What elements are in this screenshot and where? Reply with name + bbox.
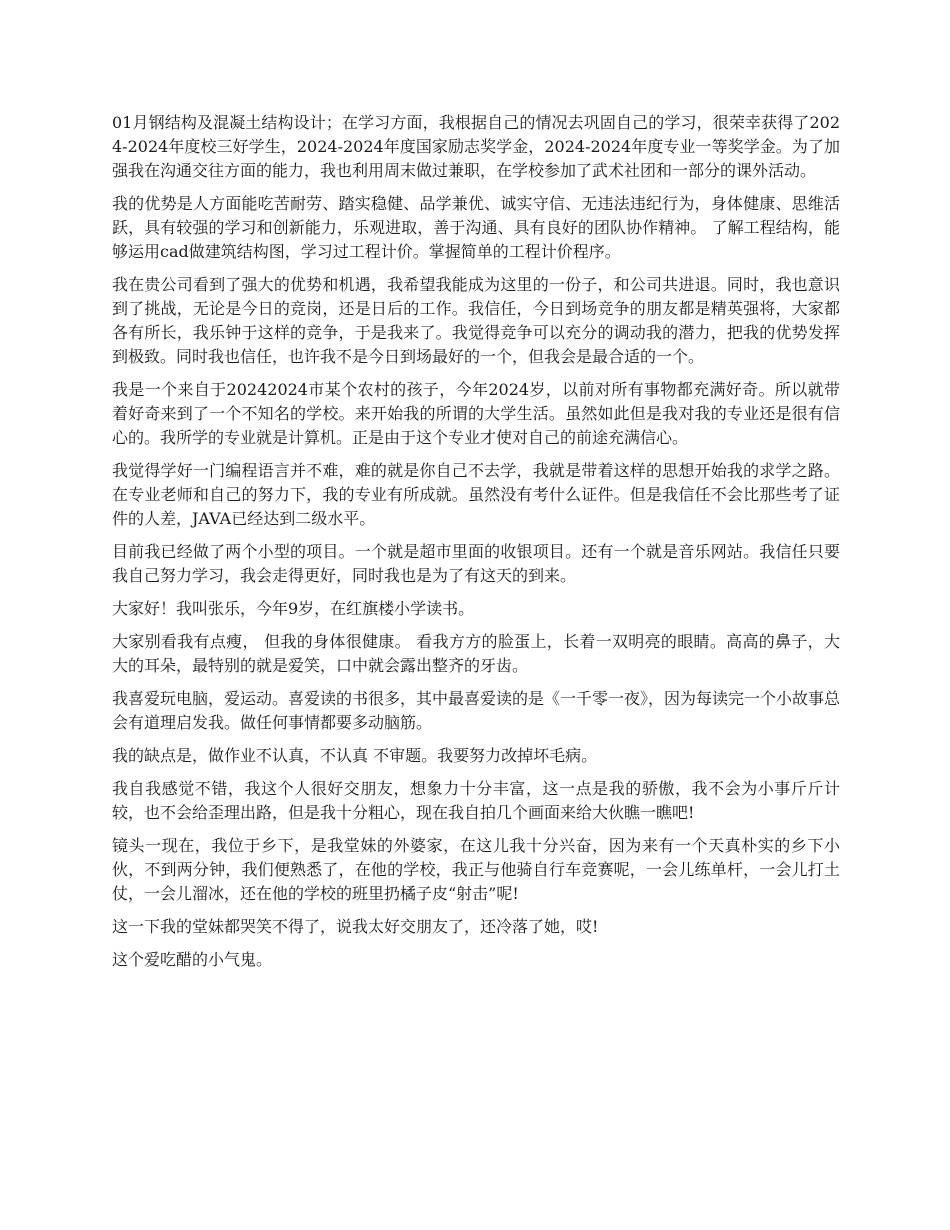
- document-page: [112, 111, 840, 981]
- paragraph-6: 目前我已经做了两个小型的项目。一个就是超市里面的收银项目。还有一个就是音乐网站。我信任只要我自己努力学习，我会走得更好，同时我也是为了有这天的到来。: [112, 542, 840, 585]
- paragraph-2: 我的优势是人方面能吃苦耐劳、踏实稳健、品学兼优、诚实守信、无违法违纪行为，身体健康、思维活跃，具有较强的学习和创新能力，乐观进取，善于沟通、具有良好的团队协作精神。 了解工程结构，能够运用cad做建筑结构图，学习过工程计价。掌握简单的工程计价程序。: [112, 194, 840, 261]
- paragraph-8: 大家别看我有点瘦， 但我的身体很健康。 看我方方的脸蛋上，长着一双明亮的眼睛。高高的鼻子，大大的耳朵，最特别的就是爱笑，口中就会露出整齐的牙齿。: [112, 632, 840, 675]
- paragraph-5: 我觉得学好一门编程语言并不难，难的就是你自己不去学，我就是带着这样的思想开始我的求学之路。在专业老师和自己的努力下，我的专业有所成就。虽然没有考什么证件。但是我信任不会比那些考了证件的人差，JAVA已经达到二级水平。: [112, 461, 840, 528]
- paragraph-11: 我自我感觉不错，我这个人很好交朋友，想象力十分丰富，这一点是我的骄傲，我不会为小事斤斤计较，也不会给歪理出路，但是我十分粗心，现在我自拍几个画面来给大伙瞧一瞧吧!: [112, 779, 840, 822]
- paragraph-9: 我喜爱玩电脑，爱运动。喜爱读的书很多，其中最喜爱读的是《一千零一夜》，因为每读完一个小故事总会有道理启发我。做任何事情都要多动脑筋。: [112, 689, 841, 732]
- paragraph-10: 我的缺点是，做作业不认真，不认真 不审题。我要努力改掉坏毛病。: [112, 746, 598, 765]
- paragraph-12: 镜头一现在，我位于乡下，是我堂妹的外婆家，在这儿我十分兴奋，因为来有一个天真朴实的乡下小伙，不到两分钟，我们便熟悉了，在他的学校，我正与他骑自行车竞赛呢，一会儿练单杆，一会儿打土仗，一会儿溜冰，还在他的学校的班里扔橘子皮“射击”呢!: [112, 836, 840, 903]
- paragraph-4: 我是一个来自于20242024市某个农村的孩子，今年2024岁，以前对所有事物都充满好奇。所以就带着好奇来到了一个不知名的学校。来开始我的所谓的大学生活。虽然如此但是我对我的专业还是很有信心的。我所学的专业就是计算机。正是由于这个专业才使对自己的前途充满信心。: [112, 380, 840, 447]
- paragraph-13: 这一下我的堂妹都哭笑不得了，说我太好交朋友了，还冷落了她，哎!: [112, 917, 599, 936]
- paragraph-3: 我在贵公司看到了强大的优势和机遇，我希望我能成为这里的一份子，和公司共进退。同时，我也意识到了挑战，无论是今日的竞岗，还是日后的工作。我信任，今日到场竞争的朋友都是精英强将，大家都各有所长，我乐钟于这样的竞争，于是我来了。我觉得竞争可以充分的调动我的潜力，把我的优势发挥到极致。同时我也信任，也许我不是今日到场最好的一个，但我会是最合适的一个。: [112, 275, 840, 366]
- paragraph-14: 这个爱吃醋的小气鬼。: [112, 950, 273, 969]
- paragraph-1: 01月钢结构及混凝土结构设计；在学习方面，我根据自己的情况去巩固自己的学习，很荣幸获得了2024-2024年度校三好学生，2024-2024年度国家励志奖学金，2024-2024年度专业一等奖学金。为了加强我在沟通交往方面的能力，我也利用周末做过兼职，在学校参加了武术社团和一部分的课外活动。: [112, 113, 840, 180]
- paragraph-7: 大家好！我叫张乐，今年9岁，在红旗楼小学读书。: [112, 599, 475, 618]
